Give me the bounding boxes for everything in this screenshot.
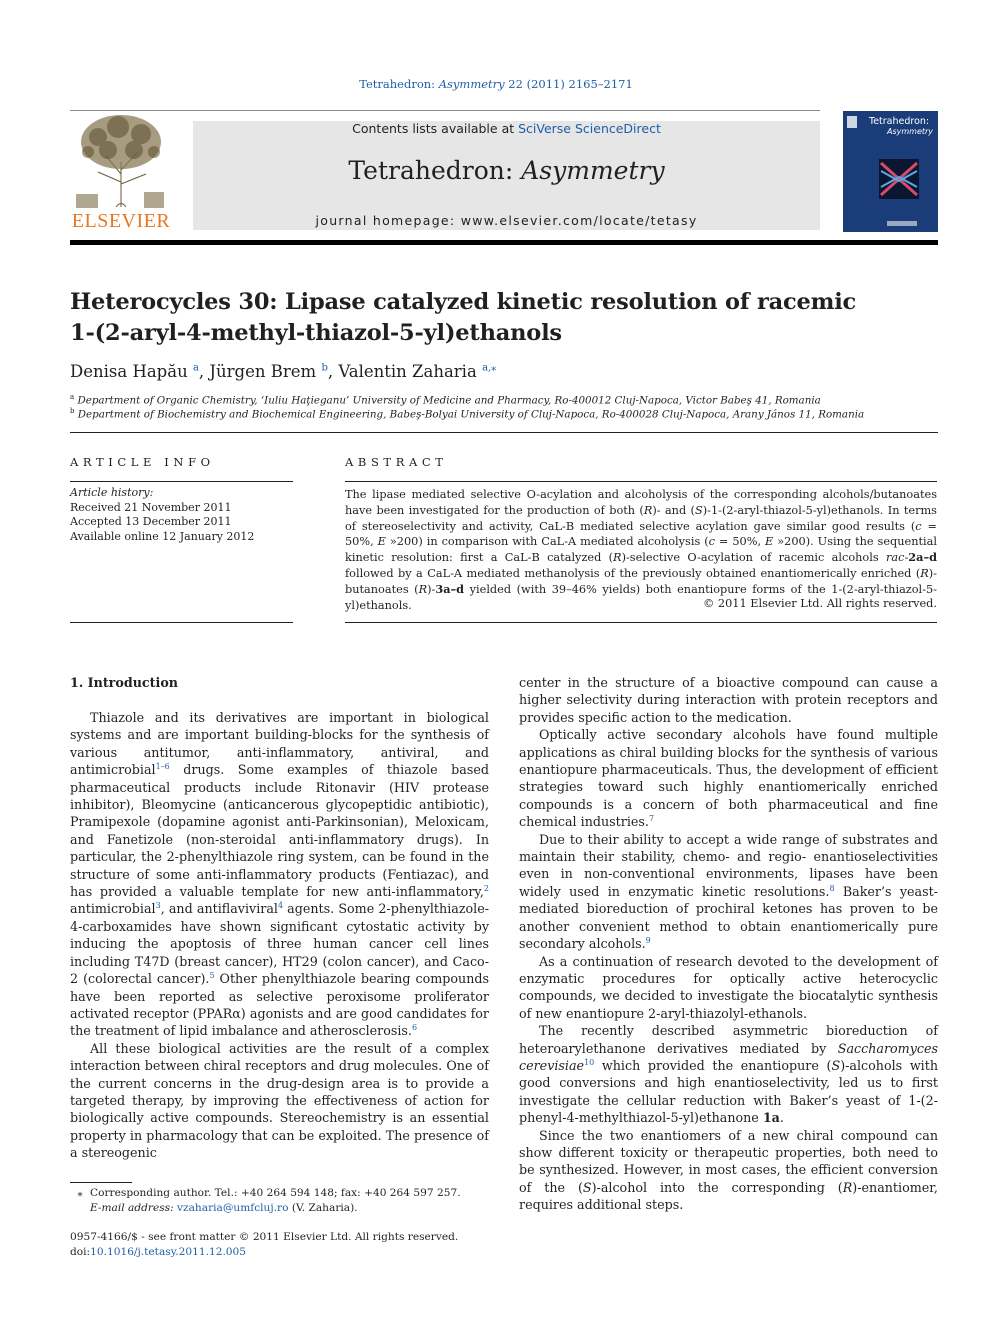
corresponding-author-footnote: ⁎ Corresponding author. Tel.: +40 264 594 148; fax: +40 264 597 257. E-mail address: vzaharia@umfcluj.ro (V. Zaharia).: [70, 1186, 461, 1215]
article-info-heading: ARTICLE INFO: [70, 455, 215, 469]
paragraph: Thiazole and its derivatives are important in biological systems and are important building-blocks for the synthesis of various antitumor, anti-inflammatory, antiviral, and antimicrobial$^{1-6}$ drugs. Some examples of thiazole based pharmaceutical products include Ritonavir (HIV protease inhibitor), Bleomycine (anticancerous glycopeptidic antibiotic), Pramipexole (dopamine agonist anti-Parkinsonian), Meloxicam, and Fanetizole (non-steroidal anti-inflammatory drugs). In particular, the 2-phenylthiazole ring system, can be found in the structure of some anti-inflammatory products (Fentiazac), and has provided a valuable template for new anti-inflammatory,$^2$ antimicrobial$^3$, and antiflaviviral$^4$ agents. Some 2-phenylthiazole-4-carboxamides have shown significant cytostatic activity by inducing the apoptosis of three human cancer cell lines including T47D (breast cancer), HT29 (colon cancer), and Caco-2 (colorectal cancer).$^5$ Other phenylthiazole bearing compounds have been reported as selective peroxisome proliferator activated receptor (PPARα) agonists and are good candidates for the treatment of lipid imbalance and atherosclerosis.$^6$: [70, 710, 489, 1039]
journal-cover-thumbnail[interactable]: [843, 111, 938, 232]
history-online: Available online 12 January 2012: [70, 529, 255, 543]
body-column-right: [519, 674, 938, 1214]
cover-title: Tetrahedron:: [869, 116, 930, 127]
abstract-heading: ABSTRACT: [345, 455, 448, 469]
citation-ref[interactable]: 4: [277, 901, 284, 911]
history-received: Received 21 November 2011: [70, 500, 232, 514]
journal-homepage: journal homepage: www.elsevier.com/locate/tetasy: [315, 213, 698, 228]
author[interactable]: Jürgen Brem $^b$: [209, 362, 328, 381]
citation-ref[interactable]: 7: [648, 814, 655, 824]
citation-ref[interactable]: 9: [645, 935, 651, 945]
elsevier-tree-icon: [68, 112, 174, 210]
abstract-bottom-rule: [345, 622, 937, 623]
citation-ref[interactable]: 8: [829, 883, 835, 893]
history-accepted: Accepted 13 December 2011: [70, 515, 232, 528]
sciencedirect-link[interactable]: SciVerse ScienceDirect: [518, 121, 661, 136]
citation-ref[interactable]: 5: [209, 970, 215, 980]
abstract-text: The lipase mediated selective O-acylation and alcoholysis of the corresponding alcohols/butanoates have been investigated for the production of both (R)- and (S)-1-(2-aryl-thiazol-5-yl)ethanols. In terms of stereoselectivity and activity, CaL-B mediated selective acylation gave similar good results (c = 50%, E »200) in comparison with CaL-A mediated alcoholysis (c = 50%, E »200). Using the sequential kinetic resolution: first a CaL-B catalyzed (R)-selective O-acylation of racemic alcohols rac-2a–d followed by a CaL-A mediated methanolysis of the previously obtained enantiomerically enriched (R)-butanoates (R)-3a–d yielded (with 39–46% yields) both enantiopure forms of the 1-(2-aryl-thiazol-5-yl)ethanols.: [345, 488, 937, 612]
title-line-2: 1-(2-aryl-4-methyl-thiazol-5-yl)ethanols: [70, 320, 562, 346]
cover-subtitle: Asymmetry: [887, 127, 934, 136]
cover-publisher-mark: [887, 221, 917, 226]
homepage-link[interactable]: www.elsevier.com/locate/tetasy: [460, 213, 698, 228]
journal-name: Tetrahedron: Asymmetry: [348, 156, 665, 185]
affiliation-a: $^a$ Department of Organic Chemistry, ‘Iuliu Haţieganu’ University of Medicine and Pharmacy, Ro-400012 Cluj-Napoca, Victor Babeş 41, Romania: [70, 393, 821, 407]
header-rule: [70, 240, 938, 245]
citation-link[interactable]: Tetrahedron: Asymmetry 22 (2011) 2165–2171: [359, 77, 633, 91]
article-history: [70, 486, 254, 544]
citation-ref[interactable]: 6: [411, 1023, 418, 1033]
article-title: [70, 287, 930, 349]
paragraph: Optically active secondary alcohols have found multiple applications as chiral building blocks for the synthesis of various enantiopure pharmaceuticals. Thus, the development of efficient strategies toward such highly enantiomerically enriched compounds is a concern of both pharmaceutical and fine chemical industries.$^7$: [519, 727, 938, 830]
paragraph: Due to their ability to accept a wide range of substrates and maintain their stability, chemo- and regio- enantioselectivities even in non-conventional environments, lipases have been widely used in enzymatic kinetic resolutions.$^8$ Baker’s yeast-mediated bioreduction of prochiral ketones has proven to be another convenient method to obtain enantiomerically pure secondary alcohols.$^9$: [519, 831, 938, 952]
section-divider: [70, 432, 938, 433]
author[interactable]: Valentin Zaharia $^{a,⁎}$: [338, 362, 497, 381]
doi-link[interactable]: 10.1016/j.tetasy.2011.12.005: [90, 1245, 247, 1258]
title-line-1: Heterocycles 30: Lipase catalyzed kinetic resolution of racemic: [70, 289, 857, 315]
header-top-rule: [70, 110, 820, 111]
issn-line: 0957-4166/$ - see front matter © 2011 Elsevier Ltd. All rights reserved.: [70, 1231, 459, 1243]
contents-line: Contents lists available at SciVerse ScienceDirect: [352, 121, 661, 136]
affiliation-b: $^b$ Department of Biochemistry and Biochemical Engineering, Babeş-Bolyai University of Cluj-Napoca, Ro-400028 Cluj-Napoca, Arany János 11, Romania: [70, 407, 865, 421]
article-info-rule: [70, 481, 293, 482]
journal-citation[interactable]: [0, 77, 992, 91]
abstract-copyright: © 2011 Elsevier Ltd. All rights reserved.: [703, 597, 937, 610]
abstract-rule: [345, 481, 937, 482]
paragraph: center in the structure of a bioactive compound can cause a higher selectivity during interaction with protein receptors and provides specific action to the medication.: [519, 675, 938, 725]
citation-ref[interactable]: 2: [483, 883, 489, 893]
citation-ref[interactable]: 3: [155, 901, 161, 911]
author-list: Denisa Hapău $^a$, Jürgen Brem $^b$, Valentin Zaharia $^{a,⁎}$: [70, 362, 497, 381]
paragraph: The recently described asymmetric bioreduction of heteroarylethanone derivatives mediated by Saccharomyces cerevisiae$^{10}$ which provided the enantiopure (S)-alcohols with good conversions and high enantioselectivity, led us to first investigate the cellular reduction with Baker’s yeast of 1-(2-phenyl-4-methylthiazol-5-yl)ethanone 1a.: [519, 1023, 939, 1126]
email-link[interactable]: vzaharia@umfcluj.ro: [177, 1201, 289, 1214]
issn-block: 0957-4166/$ - see front matter © 2011 Elsevier Ltd. All rights reserved. doi:10.1016/j.tetasy.2011.12.005: [70, 1231, 459, 1258]
paragraph: All these biological activities are the result of a complex interaction between chiral receptors and drug molecules. One of the current concerns in the drug-design area is to provide a targeted therapy, by improving the effectiveness of action for biologically active compounds. Stereochemistry is an essential property in pharmacology that can be exploited. The presence of a stereogenic: [70, 1040, 489, 1161]
footnote-marker: ⁎: [77, 1187, 83, 1199]
author[interactable]: Denisa Hapău $^a$: [70, 362, 199, 381]
paragraph: Since the two enantiomers of a new chiral compound can show different toxicity or therapeutic properties, both need to be synthesized. However, in most cases, the efficient conversion of the (S)-alcohol into the corresponding (R)-enantiomer, requires additional steps.: [519, 1127, 938, 1213]
footnote-rule: [70, 1182, 132, 1183]
body-column-left: [70, 709, 489, 1162]
elsevier-logo[interactable]: [68, 112, 174, 234]
elsevier-wordmark: ELSEVIER: [71, 210, 171, 232]
section-title-introduction: 1. Introduction: [70, 675, 179, 690]
cover-image-icon: [879, 159, 919, 199]
cover-logo-icon: [847, 116, 857, 128]
citation-ref[interactable]: 10: [584, 1057, 595, 1067]
citation-ref[interactable]: 1–6: [155, 761, 170, 771]
paragraph: As a continuation of research devoted to the development of enzymatic procedures for optically active heterocyclic compounds, we decided to investigate the biocatalytic synthesis of new enantiopure 2-aryl-thiazolyl-ethanols.: [519, 953, 938, 1021]
article-info-bottom-rule: [70, 622, 293, 623]
history-label: Article history:: [70, 486, 154, 499]
